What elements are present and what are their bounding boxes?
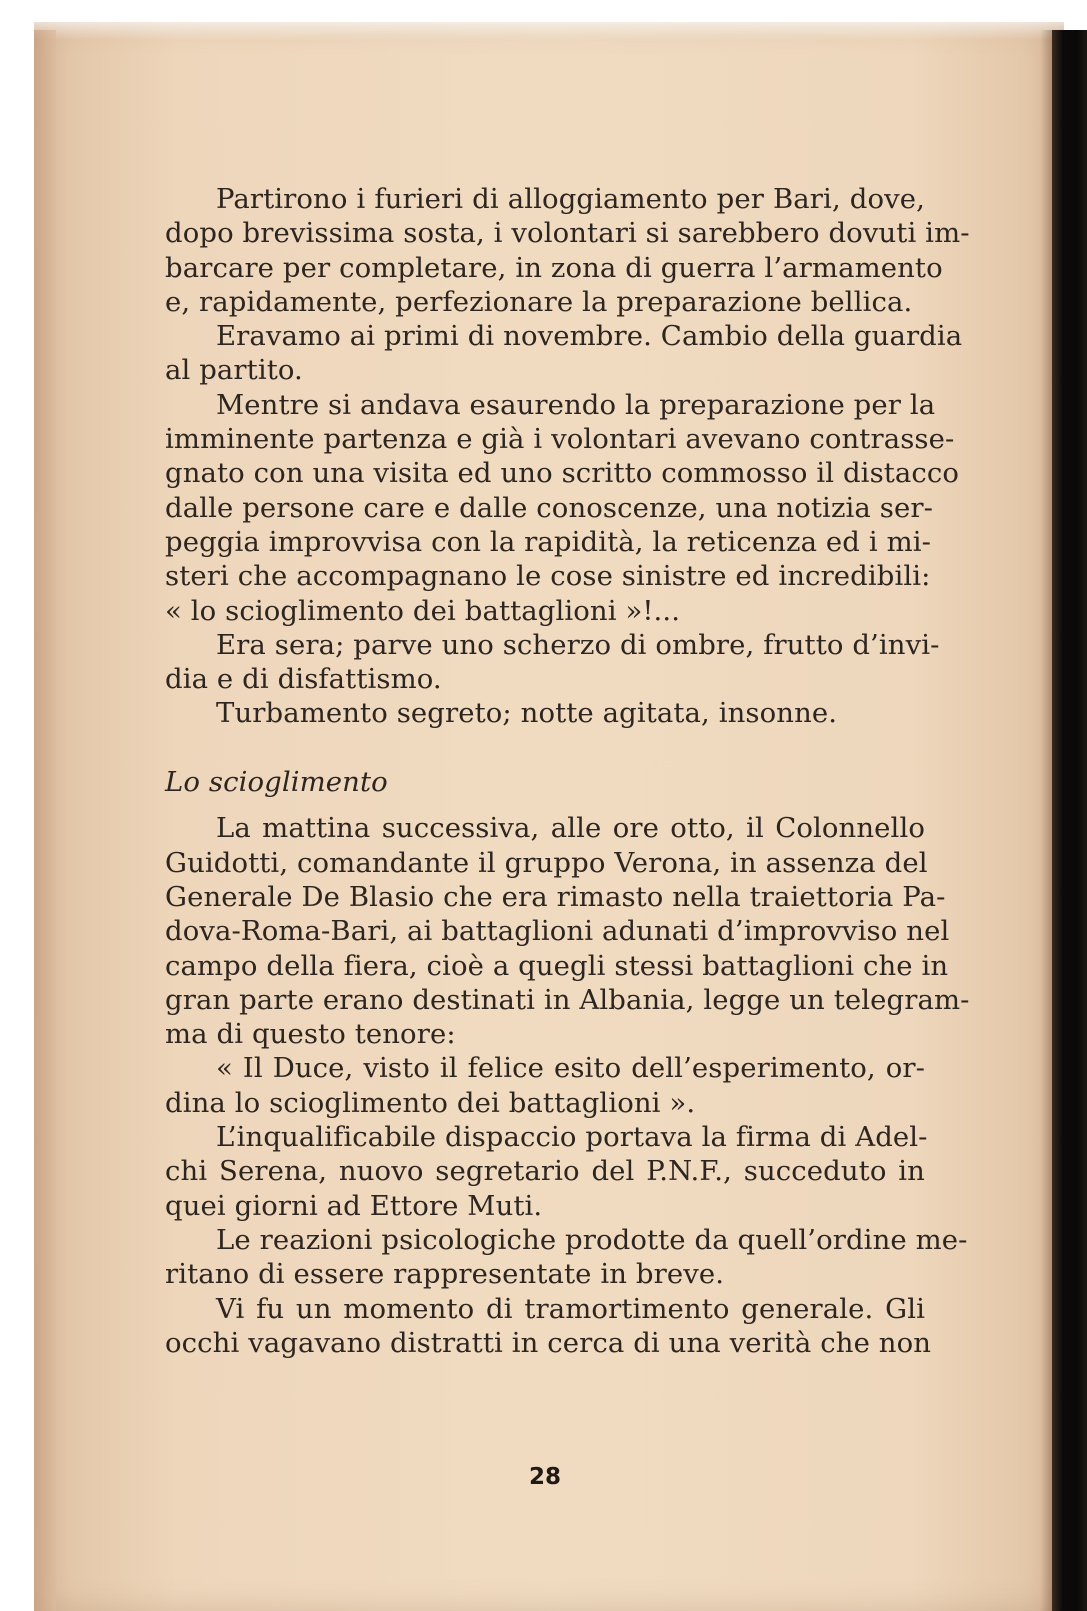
text-line: e, rapidamente, perfezionare la preparazione bellica. [165,285,913,318]
text-line: occhi vagavano distratti in cerca di una verità che non [165,1326,932,1359]
text-line: al partito. [165,354,303,387]
text-line: dova-Roma-Bari, ai battaglioni adunati d’improvviso nel [165,915,950,948]
text-line: campo della fiera, cioè a quegli stessi battaglioni che in [165,949,949,982]
paragraph-8 [165,1120,928,1223]
text-line: Era sera; parve uno scherzo di ombre, frutto d’invi- [216,628,940,661]
page-left-edge [34,30,56,1611]
text-line: dina lo scioglimento dei battaglioni ». [165,1086,696,1119]
text-line: chi Serena, nuovo segretario del P.N.F., succeduto in [165,1155,925,1188]
text-line: dalle persone care e dalle conoscenze, una notizia ser- [165,491,933,524]
text-line: La mattina successiva, alle ore otto, il Colonnello [216,812,925,845]
text-line: Generale De Blasio che era rimasto nella traiettoria Pa- [165,880,946,913]
paragraph-5 [165,696,925,730]
paragraph-3 [165,388,960,628]
text-line: dia e di disfattismo. [165,663,442,696]
paragraph-6 [165,811,970,1051]
text-line: dopo brevissima sosta, i volontari si sarebbero dovuti im- [165,217,970,250]
paragraph-7 [165,1051,925,1120]
text-line: barcare per completare, in zona di guerra l’armamento [165,251,943,284]
page-number: 28 [528,1464,561,1490]
text-line: « Il Duce, visto il felice esito dell’esperimento, or- [216,1052,925,1085]
text-line: « lo scioglimento dei battaglioni »!... [165,594,681,627]
text-line: Guidotti, comandante il gruppo Verona, in assenza del [165,846,928,879]
text-line: ritano di essere rappresentate in breve. [165,1258,725,1291]
text-line: quei giorni ad Ettore Muti. [165,1189,543,1222]
text-line: Eravamo ai primi di novembre. Cambio della guardia [216,320,963,353]
section-gap [165,799,925,811]
text-line: Partirono i furieri di alloggiamento per Bari, dove, [216,183,925,215]
paragraph-4 [165,628,940,697]
paragraph-2 [165,319,963,388]
text-line: Le reazioni psicologiche prodotte da quell’ordine me- [216,1223,968,1256]
paper-top-edge [34,0,1064,40]
text-line: Turbamento segreto; notte agitata, insonne. [216,697,838,730]
text-line: Mentre si andava esaurendo la preparazione per la [216,388,936,421]
text-line: L’inqualificabile dispaccio portava la firma di Adel- [216,1121,928,1154]
paragraph-1 [165,182,970,319]
text-line: Vi fu un momento di tramortimento generale. Gli [216,1292,925,1325]
text-line: peggia improvvisa con la rapidità, la reticenza ed i mi- [165,525,932,558]
paragraph-9 [165,1223,968,1292]
paragraph-10 [165,1292,932,1361]
text-line: imminente partenza e già i volontari avevano contrasse- [165,423,955,456]
text-line: ma di questo tenore: [165,1018,456,1051]
text-line: steri che accompagnano le cose sinistre ed incredibili: [165,560,931,593]
text-line: gran parte erano destinati in Albania, legge un telegram- [165,983,970,1016]
body-text [165,182,970,1360]
section-heading: Lo scioglimento [165,766,388,799]
book-spine-edge [1052,30,1087,1611]
section-gap [165,731,925,765]
text-line: gnato con una visita ed uno scritto commosso il distacco [165,457,960,490]
